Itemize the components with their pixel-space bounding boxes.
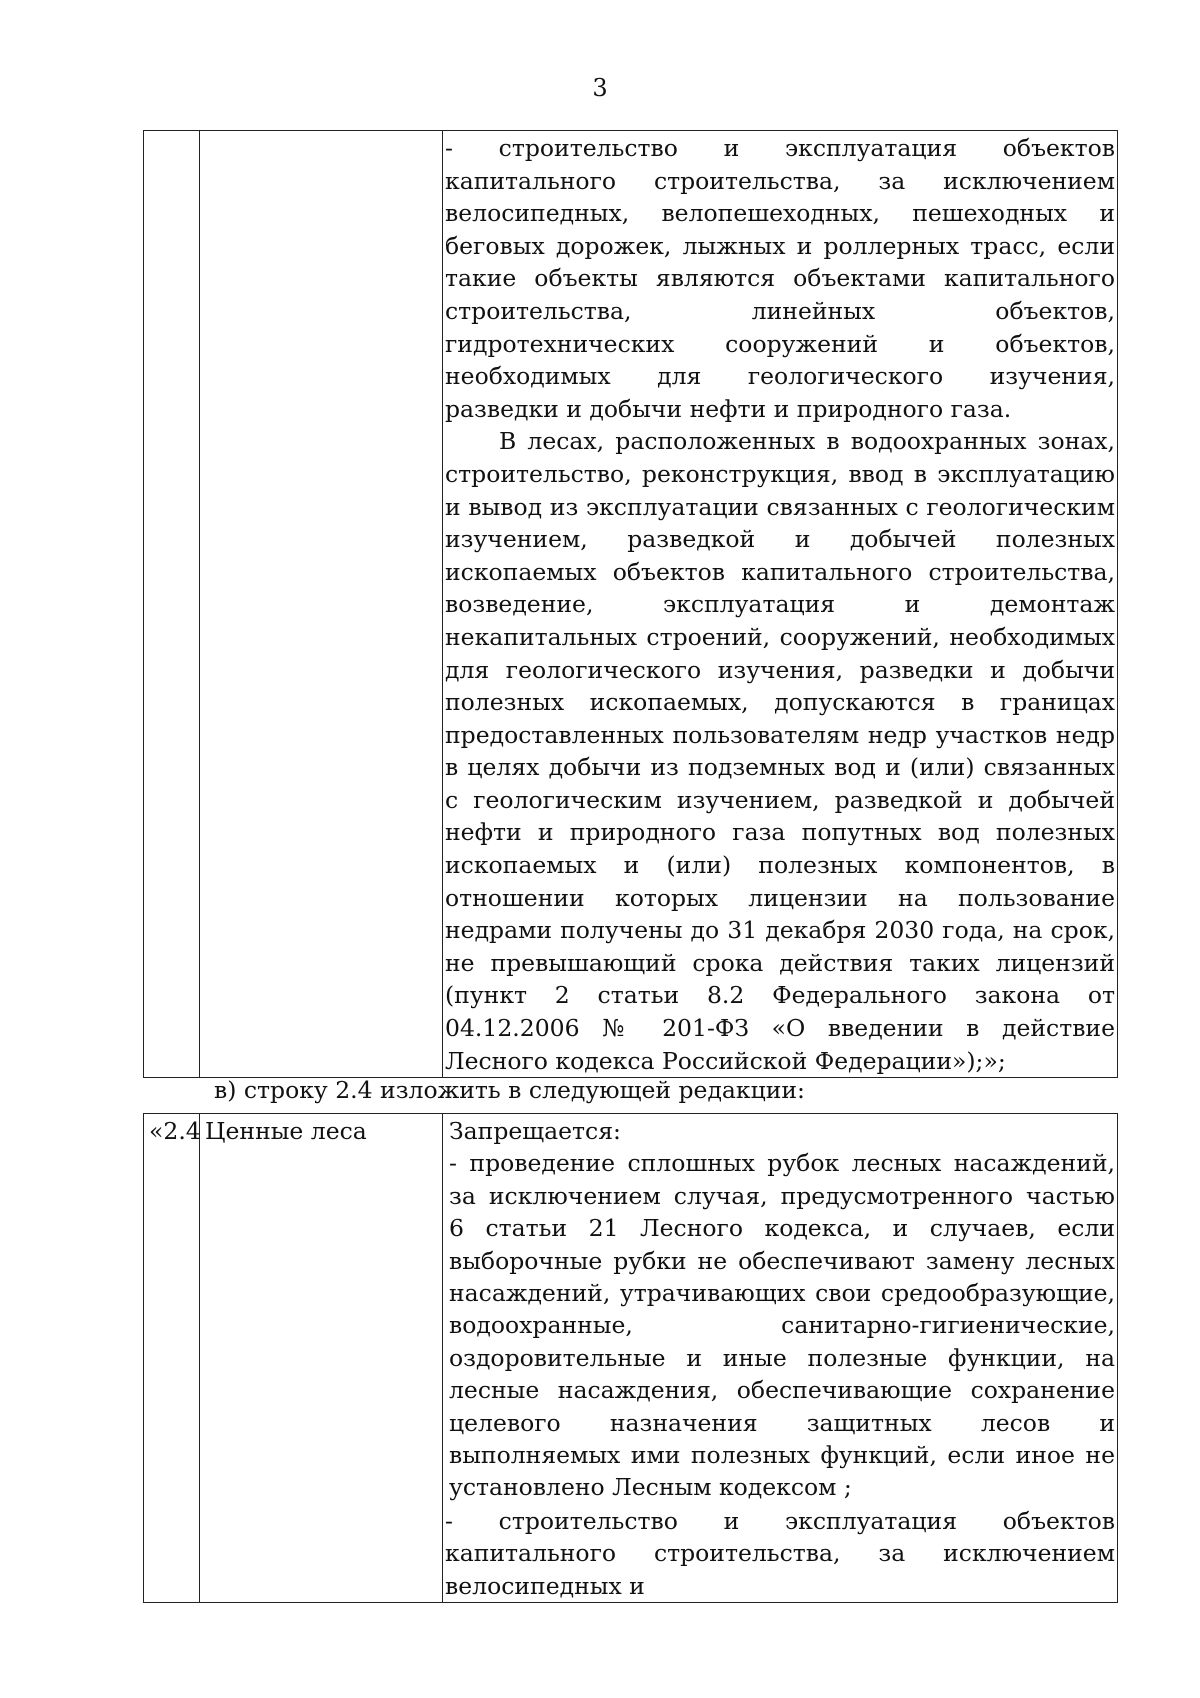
forest-category-cell [200, 131, 443, 1078]
regime-text-cell [443, 131, 1118, 1078]
forest-category-cell [200, 1114, 443, 1603]
row-number: «2.4 [149, 1117, 201, 1145]
table-continuation [143, 130, 1118, 1078]
forest-category [200, 131, 442, 132]
regime-text-cell [443, 1114, 1118, 1603]
row-number-cell [144, 1114, 200, 1603]
regime-paragraph-construction: - строительство и эксплуатация объектов капитального строительства, за исключением велосипедных, велопешеходных, пешеходных и беговых дорожек, лыжных и роллерных трасс, если такие объекты являются объектами капитального строительства, линейных объектов, гидротехнических сооружений и объектов, необходимых для геологического изучения, разведки и добычи нефти и природного газа. [445, 134, 1115, 423]
regime-item-clear-cutting: - проведение сплошных рубок лесных насаждений, за исключением случая, предусмотренного частью 6 статьи 21 Лесного кодекса, и случаев, если выборочные рубки не обеспечивают замену лесных насаждений, утрачивающих свои средообразующие, водоохранные, санитарно-гигиенические, оздоровительные и иные полезные функции, на лесные насаждения, обеспечивающие сохранение целевого назначения защитных лесов и выполняемых ими полезных функций, если иное не установлено Лесным кодексом ; [449, 1149, 1115, 1502]
table-row [144, 1114, 1118, 1603]
forest-category: Ценные леса [205, 1117, 367, 1145]
regime-paragraph-water-protection: В лесах, расположенных в водоохранных зонах, строительство, реконструкция, ввод в эксплуатацию и вывод из эксплуатации связанных с геологическим изучением, разведкой и добычей полезных ископаемых объектов капитального строительства, возведение, эксплуатация и демонтаж некапитальных строений, сооружений, необходимых для геологического изучения, разведки и добычи полезных ископаемых, допускаются в границах предоставленных пользователям недр участков недр в целях добычи из подземных вод и (или) связанных с геологическим изучением, разведкой и добычей нефти и природного газа попутных вод полезных ископаемых и (или) полезных компонентов, в отношении которых лицензии на пользование недрами получены до 31 декабря 2030 года, на срок, не превышающий срока действия таких лицензий (пункт 2 статьи 8.2 Федерального закона от 04.12.2006 № 201-ФЗ «О введении в действие Лесного кодекса Российской Федерации»);»; [445, 427, 1115, 1075]
regime-item-construction: - строительство и эксплуатация объектов капитального строительства, за исключением велосипедных и [445, 1506, 1115, 1600]
page-number: 3 [592, 74, 608, 102]
regime-heading: Запрещается: [449, 1117, 621, 1145]
amendment-instruction: в) строку 2.4 изложить в следующей редакции: [214, 1076, 805, 1104]
table-row [144, 131, 1118, 1078]
table-row-2-4 [143, 1113, 1118, 1603]
row-number-cell [144, 131, 200, 1078]
row-number [144, 131, 199, 132]
